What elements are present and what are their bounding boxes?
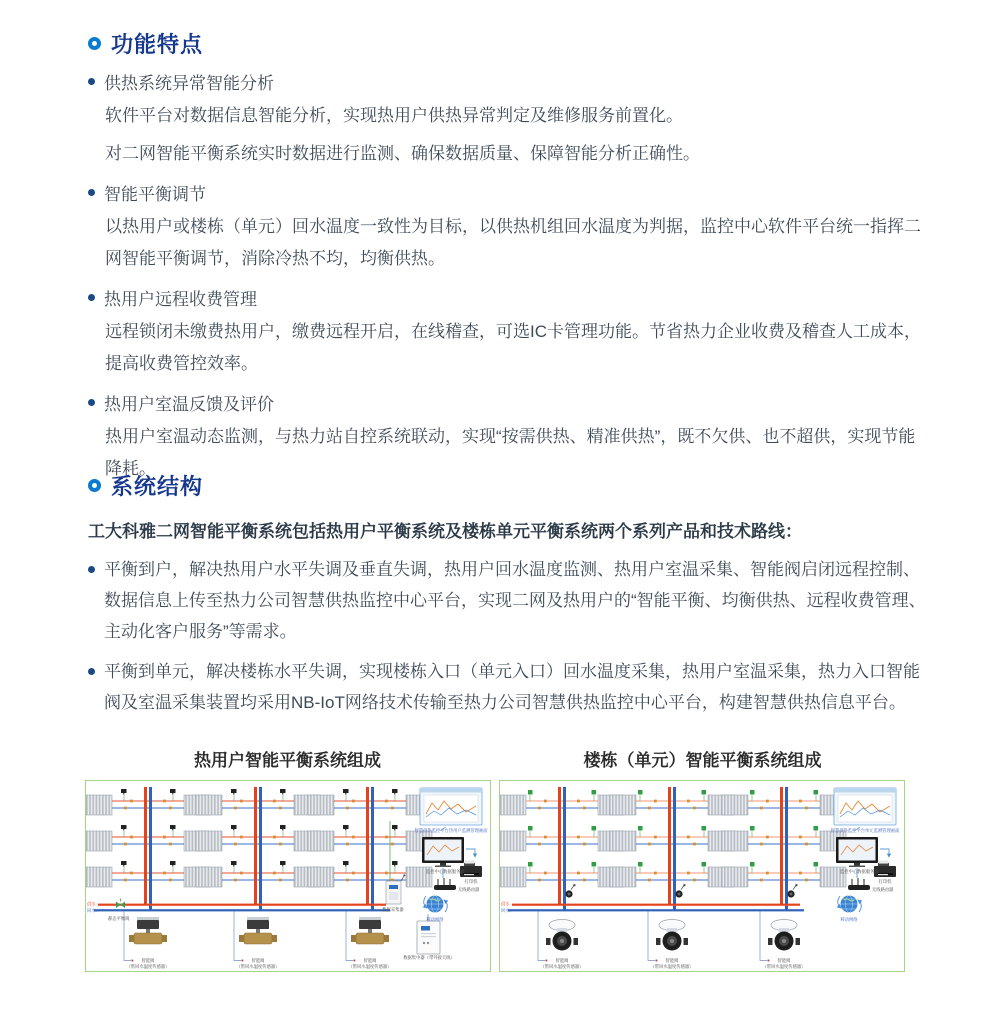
valve-label: （带回水温度传感器） xyxy=(236,964,280,969)
return-label: 回水← xyxy=(501,908,514,913)
section-features xyxy=(88,28,922,485)
valve-label: （带回水温度传感器） xyxy=(126,964,170,969)
router-label: 无线路由器 xyxy=(458,887,480,892)
diagram-title-left: 热用户智能平衡系统组成 xyxy=(194,751,381,770)
structure-text: 平衡到户，解决热用户水平失调及垂直失调，热用户回水温度监测、热用户室温采集、智能阀启闭远程控制、数据信息上传至热力公司智慧供热监控中心平台，实现二网及热用户的“智能平衡、均衡供热、远程收费管理、主动化客户服务”等需求。 xyxy=(104,560,926,641)
structure-item xyxy=(88,656,926,718)
valve-label: 智能阀 xyxy=(141,958,155,963)
diagram-unit-system xyxy=(499,780,905,972)
feature-text: 软件平台对数据信息智能分析，实现热用户供热异常判定及维修服务前置化。 xyxy=(105,106,683,125)
screen-caption: 智慧供热监控平台热用户监测管理画面 xyxy=(414,828,488,833)
cabinet-label: 数据集中器（带外接天线） xyxy=(403,955,455,960)
valve-label: （带回水温度传感器） xyxy=(540,964,584,969)
bullet-icon xyxy=(88,189,95,196)
valve-label: 智能阀 xyxy=(665,958,679,963)
structure-lead: 工大科雅二网智能平衡系统包括热用户平衡系统及楼栋单元平衡系统两个系列产品和技术路线： xyxy=(88,522,802,541)
bullet-icon xyxy=(88,668,95,675)
feature-item xyxy=(88,180,922,275)
screen-caption: 智慧供热监控平台单元监测管理画面 xyxy=(830,828,900,833)
server-label: 监控中心数据服务器 xyxy=(840,869,879,874)
feature-title: 供热系统异常智能分析 xyxy=(104,74,274,93)
internet-label: 移动网络 xyxy=(840,917,858,922)
valve-label: 智能阀 xyxy=(777,958,791,963)
valve-label: 智能阀 xyxy=(363,958,377,963)
printer-label: 打印机 xyxy=(464,879,478,884)
structure-item xyxy=(88,554,926,647)
feature-item xyxy=(88,285,922,380)
server-label: 监控中心数据服务器 xyxy=(426,869,465,874)
wallbox-label: 数据采集器 xyxy=(382,907,404,912)
structure-title: 系统结构 xyxy=(111,474,204,499)
valve-label: （带回水温度传感器） xyxy=(762,964,806,969)
diagram-user-system xyxy=(85,780,491,972)
bullet-icon xyxy=(88,294,95,301)
diagram-graphics xyxy=(500,787,896,961)
diagram-title-right: 楼栋（单元）智能平衡系统组成 xyxy=(583,751,822,770)
bullet-icon xyxy=(88,78,95,85)
features-title: 功能特点 xyxy=(111,32,204,57)
feature-title: 热用户室温反馈及评价 xyxy=(104,395,274,414)
features-header xyxy=(88,28,922,59)
internet-label: 移动网络 xyxy=(426,917,444,922)
section-ring-icon xyxy=(88,479,101,492)
bullet-icon xyxy=(88,566,95,573)
bullet-icon xyxy=(88,399,95,406)
diagram-user-system-svg xyxy=(86,781,489,970)
valve-label: （带回水温度传感器） xyxy=(650,964,694,969)
router-label: 无线路由器 xyxy=(872,887,894,892)
feature-item xyxy=(88,69,922,170)
return-label: 回水← xyxy=(87,908,100,913)
supply-label: 供水→ xyxy=(501,901,514,907)
section-structure xyxy=(88,470,926,718)
static-valve-label: 静态平衡阀 xyxy=(108,916,130,921)
diagram-graphics xyxy=(86,787,482,961)
feature-text: 对二网智能平衡系统实时数据进行监测、确保数据质量、保障智能分析正确性。 xyxy=(105,144,700,163)
valve-label: 智能阀 xyxy=(251,958,265,963)
feature-title: 热用户远程收费管理 xyxy=(104,290,257,309)
printer-label: 打印机 xyxy=(878,879,892,884)
supply-label: 供水→ xyxy=(87,901,100,907)
diagram-unit-system-svg xyxy=(500,781,903,970)
valve-label: 智能阀 xyxy=(555,958,569,963)
valve-label: （带回水温度传感器） xyxy=(348,964,392,969)
feature-title: 智能平衡调节 xyxy=(104,185,206,204)
structure-header xyxy=(88,470,926,501)
feature-text: 热用户室温动态监测，与热力站自控系统联动，实现“按需供热、精准供热”，既不欠供、也不超供，实现节能降耗。 xyxy=(105,427,916,478)
feature-text: 以热用户或楼栋（单元）回水温度一致性为目标，以供热机组回水温度为判据，监控中心软件平台统一指挥二网智能平衡调节，消除冷热不均，均衡供热。 xyxy=(105,217,921,268)
section-ring-icon xyxy=(88,37,101,50)
structure-text: 平衡到单元，解决楼栋水平失调，实现楼栋入口（单元入口）回水温度采集，热用户室温采集，热力入口智能阀及室温采集装置均采用NB-IoT网络技术传输至热力公司智慧供热监控中心平台，构建智慧供热信息平台。 xyxy=(104,662,920,712)
feature-text: 远程锁闭未缴费热用户，缴费远程开启，在线稽查，可选IC卡管理功能。节省热力企业收费及稽查人工成本，提高收费管控效率。 xyxy=(105,322,921,373)
